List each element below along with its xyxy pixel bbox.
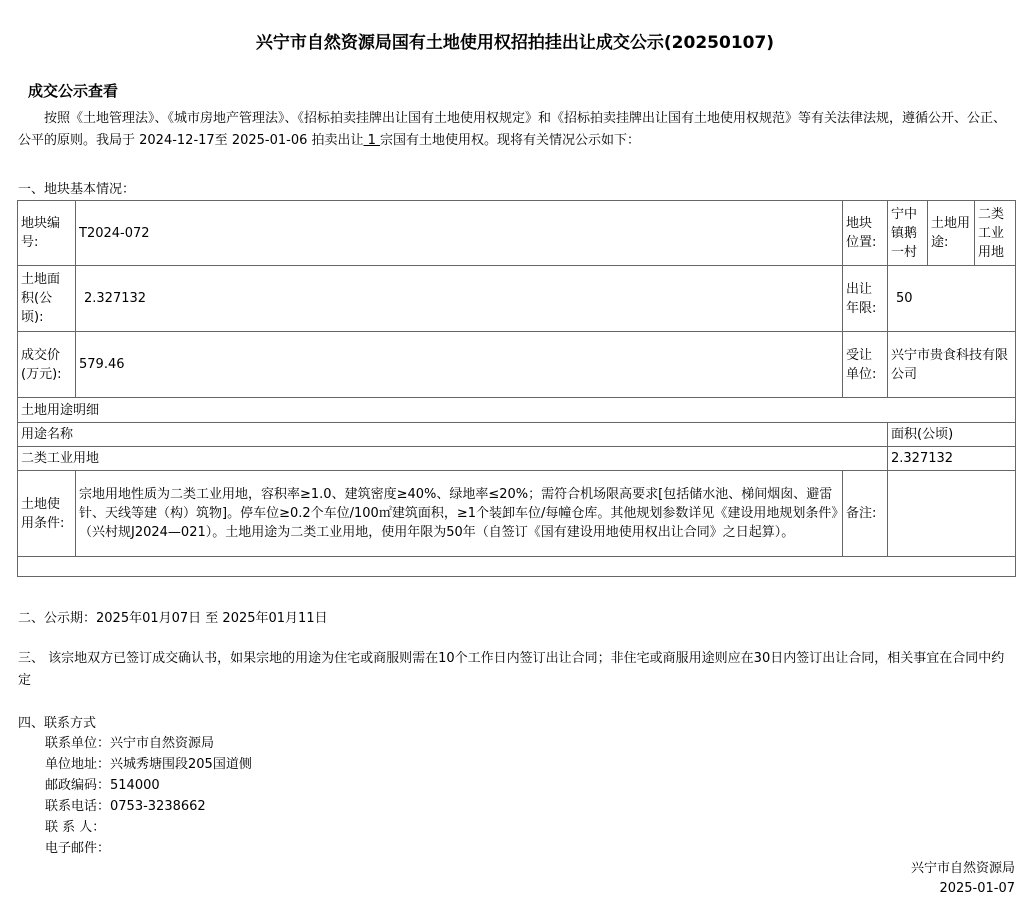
empty-row: [18, 557, 1016, 577]
price-value: 579.46: [76, 332, 843, 398]
intro-text-before: 按照《土地管理法》、《城市房地产管理法》、《招标拍卖挂牌出让国有土地使用权规定》和《招标拍卖挂牌出让国有土地使用权规范》等有关法律法规，遵循公开、公正、公平的原则。我局于 2024-12-17至 2025-01-06 拍卖出让: [18, 111, 1007, 148]
term-label: 出让年限:: [843, 266, 888, 332]
conditions-text: 宗地用地性质为二类工业用地，容积率≥1.0、建筑密度≥40%、绿地率≤20%；需符合机场限高要求[包括储水池、梯间烟囱、避雷针、天线等建（构）筑物]。停车位≥0.2个车位/100㎡建筑面积，≥1个装卸车位/每幢仓库。其他规划参数详见《建设用地规划条件》（兴村规J2024—021）。土地用途为二类工业用地，使用年限为50年（自签订《国有建设用地使用权出让合同》之日起算）。: [76, 471, 843, 557]
table-row: [18, 398, 1016, 423]
conditions-label: 土地使用条件:: [18, 471, 76, 557]
table-row: [18, 557, 1016, 577]
intro-text-after: 宗国有土地使用权。现将有关情况公示如下：: [380, 133, 641, 148]
parcel-count: 1: [363, 133, 381, 148]
parcel-table: [17, 200, 1016, 577]
intro-paragraph: [18, 108, 1013, 152]
contact-email: 电子邮件：: [45, 841, 111, 856]
location-label: 地块位置:: [843, 201, 888, 266]
notice-period: 二、公示期：2025年01月07日 至 2025年01月11日: [18, 611, 328, 626]
remark-value: [888, 471, 1016, 557]
table-row: [18, 471, 1016, 557]
area-value: 2.327132: [76, 266, 843, 332]
contact-address: 单位地址：兴城秀塘围段205国道侧: [45, 757, 252, 772]
land-use-detail-heading: 土地用途明细: [18, 398, 1016, 423]
use-area-value: 2.327132: [888, 447, 1016, 471]
remark-label: 备注:: [843, 471, 888, 557]
table-row: [18, 332, 1016, 398]
parcel-no-label: 地块编号:: [18, 201, 76, 266]
signature-date: 2025-01-07: [939, 881, 1015, 896]
signature-org: 兴宁市自然资源局: [910, 861, 1015, 876]
table-row: [18, 201, 1016, 266]
contact-phone: 联系电话：0753-3238662: [45, 799, 206, 814]
area-header: 面积(公顷): [888, 423, 1016, 447]
land-use-value: 二类工业用地: [975, 201, 1016, 266]
term-value: 50: [888, 266, 1016, 332]
price-label: 成交价(万元):: [18, 332, 76, 398]
use-name-header: 用途名称: [18, 423, 888, 447]
table-row: [18, 423, 1016, 447]
buyer-label: 受让单位:: [843, 332, 888, 398]
contact-block: [45, 733, 252, 859]
parcel-no-value: T2024-072: [76, 201, 843, 266]
section-heading: 成交公示查看: [28, 82, 119, 100]
page-title: 兴宁市自然资源局国有土地使用权招拍挂出让成交公示(20250107): [255, 33, 775, 53]
buyer-value: 兴宁市贵食科技有限公司: [888, 332, 1016, 398]
parcel-info-heading: 一、地块基本情况：: [18, 182, 136, 197]
contact-unit: 联系单位：兴宁市自然资源局: [45, 736, 215, 751]
location-value: 宁中镇鹅一村: [888, 201, 928, 266]
use-name-value: 二类工业用地: [18, 447, 888, 471]
signature-block: [911, 859, 1015, 899]
contact-postcode: 邮政编码：514000: [45, 778, 160, 793]
contact-person: 联 系 人：: [45, 820, 106, 835]
table-row: [18, 447, 1016, 471]
contact-heading: 四、联系方式: [18, 716, 97, 731]
land-use-label: 土地用途:: [928, 201, 975, 266]
area-label: 土地面积(公顷):: [18, 266, 76, 332]
contract-note: 三、 该宗地双方已签订成交确认书，如果宗地的用途为住宅或商服则需在10个工作日内签订出让合同；非住宅或商服用途则应在30日内签订出让合同，相关事宜在合同中约定: [18, 651, 1005, 688]
table-row: [18, 266, 1016, 332]
